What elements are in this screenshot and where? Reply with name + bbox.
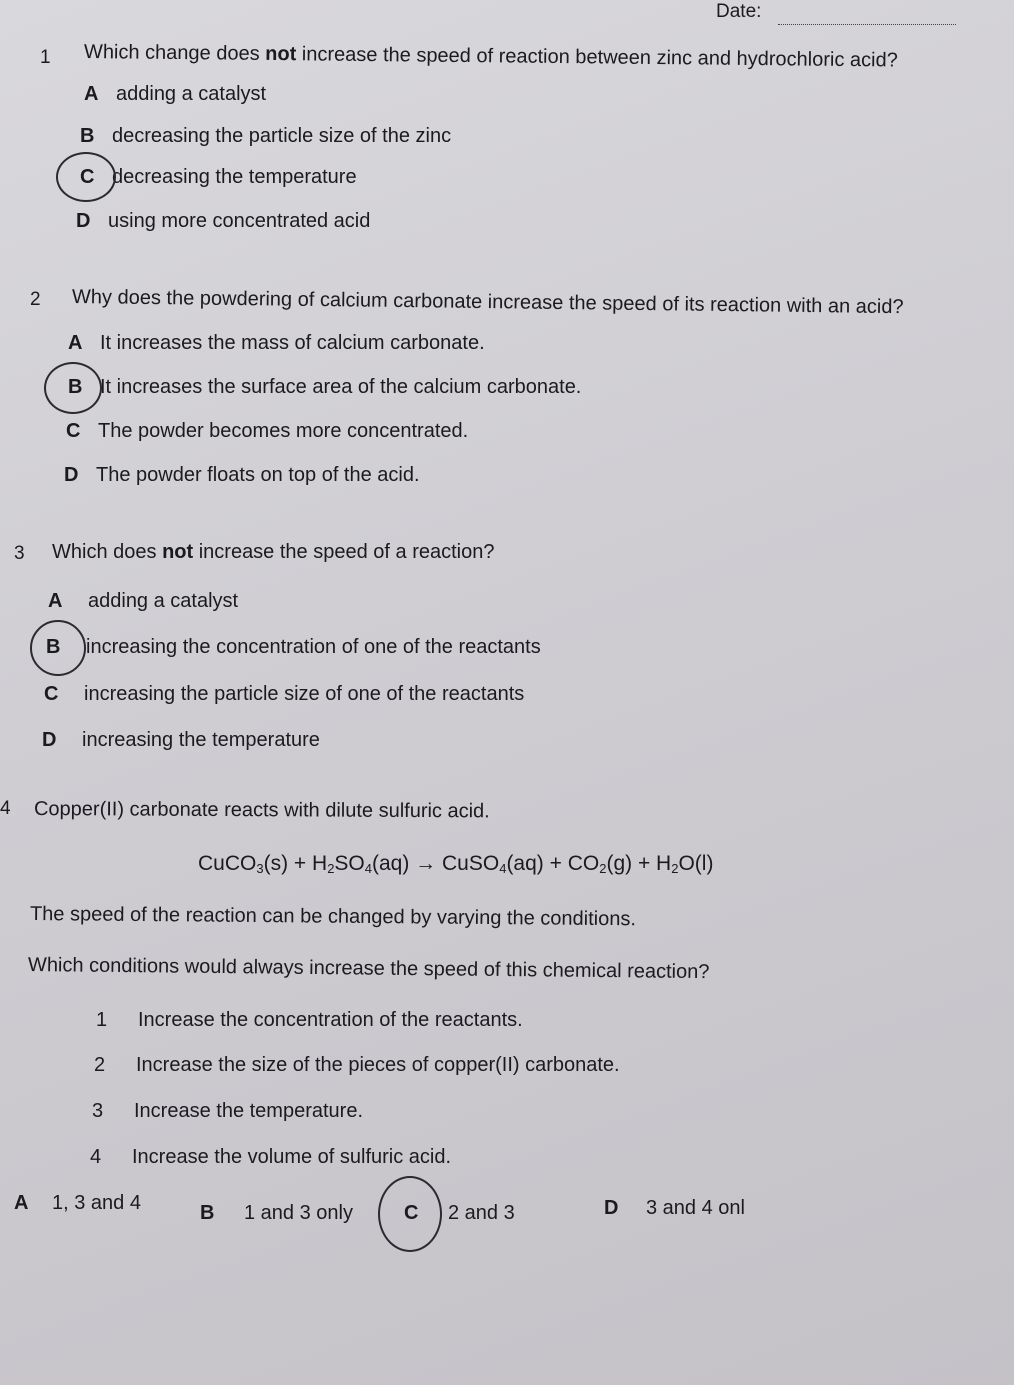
q1-option-a-text: adding a catalyst [116,83,267,105]
q3-option-c [44,682,524,706]
q3-stem-post: increase the speed of a reaction? [193,541,495,563]
question-4-intro: Copper(II) carbonate reacts with dilute sulfuric acid. [33,798,490,823]
eq-part: CuCO [198,852,257,875]
eq-part: SO [334,852,365,875]
q1-option-b-text: decreasing the particle size of the zinc [112,125,452,147]
q1-option-c-letter: C [80,166,95,188]
eq-sub: 2 [671,861,679,876]
q1-option-b [80,124,451,148]
q4-option-d [604,1196,745,1220]
q1-option-a [84,82,266,106]
q2-option-d [64,463,420,487]
q2-option-a-letter: A [68,332,83,354]
condition-2-text: Increase the size of the pieces of copper(II) carbonate. [136,1054,620,1076]
eq-part: (aq) → CuSO [372,852,500,875]
q1-option-c [80,165,357,189]
condition-3-text: Increase the temperature. [134,1100,364,1122]
q3-option-d-letter: D [42,729,57,751]
q2-option-c-text: The powder becomes more concentrated. [98,420,469,442]
q4-option-b-letter: B [200,1202,215,1224]
eq-sub: 4 [499,861,507,876]
q1-option-a-letter: A [84,83,99,105]
eq-sub: 2 [599,861,607,876]
eq-part: O(l) [678,852,714,875]
eq-sub: 2 [327,861,335,876]
q4-option-d-text: 3 and 4 onl [646,1197,745,1219]
q4-option-c-letter: C [404,1202,419,1224]
q4-option-c [404,1201,515,1225]
reaction-equation [198,852,713,876]
q4-option-b-text: 1 and 3 only [244,1202,353,1224]
eq-part: (aq) + CO [506,852,600,875]
date-line [778,24,956,25]
q1-stem-post: increase the speed of reaction between zinc and hydrochloric acid? [296,43,898,72]
q3-option-d [42,728,320,752]
q3-option-b-letter: B [46,636,61,658]
q1-option-c-text: decreasing the temperature [112,166,357,188]
q3-option-c-text: increasing the particle size of one of the reactants [84,683,525,705]
condition-1-number: 1 [96,1009,108,1031]
question-4-line2: The speed of the reaction can be changed by varying the conditions. [29,903,637,931]
condition-2 [94,1053,620,1077]
q3-option-a-text: adding a catalyst [88,590,239,612]
q4-option-a-letter: A [14,1192,29,1214]
q4-option-d-letter: D [604,1197,619,1219]
date-label: Date: [716,1,762,22]
question-2-number: 2 [30,289,41,310]
q4-option-a-text: 1, 3 and 4 [52,1192,141,1214]
eq-part: (s) + H [263,852,328,875]
q3-option-a-letter: A [48,590,63,612]
question-4-number: 4 [0,798,11,819]
q2-option-c [66,419,468,443]
condition-4-text: Increase the volume of sulfuric acid. [132,1146,452,1168]
condition-4-number: 4 [90,1146,102,1168]
q4-option-c-text: 2 and 3 [448,1202,515,1224]
condition-2-number: 2 [94,1054,106,1076]
q1-option-d-text: using more concentrated acid [108,210,371,232]
q2-option-b-text: It increases the surface area of the calcium carbonate. [100,376,582,398]
condition-1 [96,1008,523,1032]
q2-option-c-letter: C [66,420,81,442]
q2-option-b [68,375,581,399]
question-4-line3: Which conditions would always increase the speed of this chemical reaction? [27,954,710,984]
question-2-stem: Why does the powdering of calcium carbonate increase the speed of its reaction with an acid? [71,286,904,319]
q2-option-b-letter: B [68,376,83,398]
q4-option-a [14,1191,141,1215]
question-3-stem [52,540,494,564]
q1-option-d [76,209,370,233]
q3-option-b-text: increasing the concentration of one of the reactants [86,636,541,658]
question-3-number: 3 [14,543,25,564]
condition-3-number: 3 [92,1100,104,1122]
condition-1-text: Increase the concentration of the reactants. [138,1009,523,1031]
q2-option-a-text: It increases the mass of calcium carbonate. [100,332,485,354]
q2-option-a [68,331,485,355]
condition-4 [90,1145,451,1169]
eq-part: (g) + H [606,852,672,875]
eq-sub: 3 [256,861,264,876]
eq-sub: 4 [364,861,372,876]
q1-option-d-letter: D [76,210,91,232]
q2-option-d-text: The powder floats on top of the acid. [96,464,420,486]
q3-stem-bold: not [162,541,194,563]
condition-3 [92,1099,363,1123]
q1-option-b-letter: B [80,125,95,147]
q4-option-b [200,1201,353,1225]
question-1-stem [84,40,898,73]
q3-option-d-text: increasing the temperature [82,729,320,751]
q3-option-b [46,635,541,659]
q2-option-d-letter: D [64,464,79,486]
q1-stem-bold: not [265,42,297,66]
q1-stem-pre: Which change does [83,41,266,65]
q3-stem-pre: Which does [52,541,163,563]
question-1-number: 1 [40,47,51,68]
q3-option-c-letter: C [44,683,59,705]
q3-option-a [48,589,238,613]
